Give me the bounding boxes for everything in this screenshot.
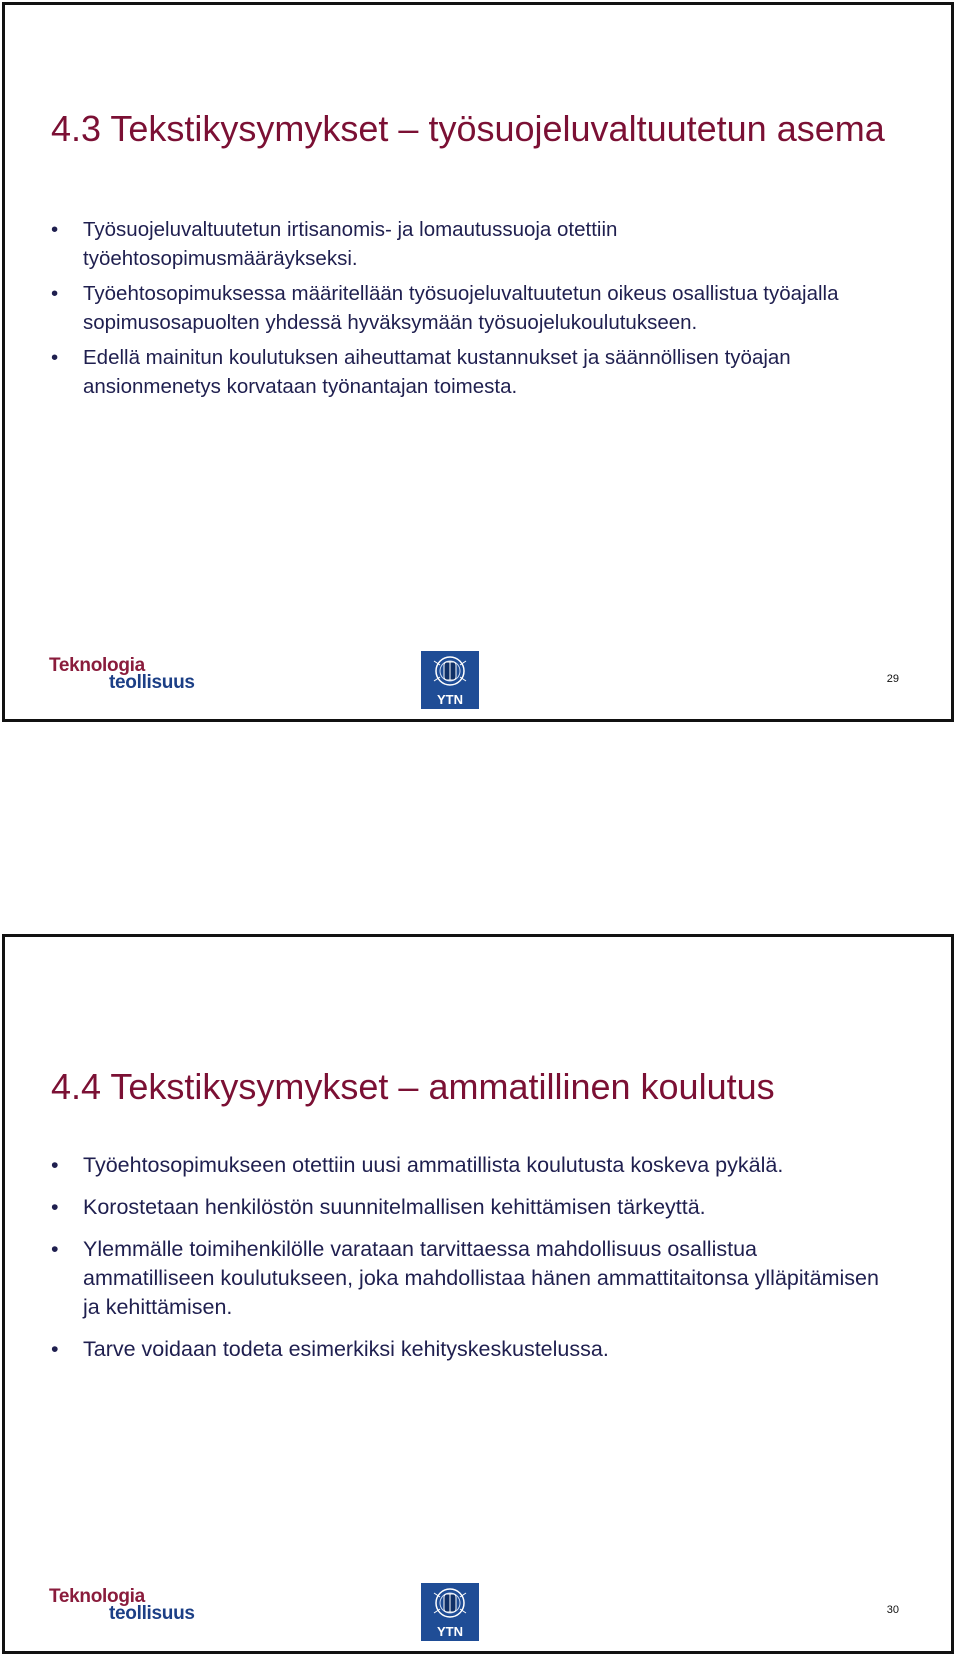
bullet-item: [49, 215, 891, 273]
bullet-item: [49, 1335, 891, 1364]
ytn-logo: [421, 651, 479, 709]
ytn-logo: [421, 1583, 479, 1641]
bullet-text: Edellä mainitun koulutuksen aiheuttamat kustannukset ja säännöllisen työajan ansionmenetys korvataan työnantajan toimesta.: [83, 346, 791, 398]
ytn-emblem-icon: [421, 1583, 479, 1623]
page-number: 30: [886, 1604, 899, 1616]
bullet-mark: •: [51, 1195, 59, 1219]
bullet-mark: •: [51, 1337, 59, 1361]
bullet-mark: •: [51, 218, 59, 241]
slide-29: [2, 2, 954, 722]
bullet-text: Ylemmälle toimihenkilölle varataan tarvittaessa mahdollisuus osallistua ammatilliseen koulutukseen, joka mahdollistaa hänen ammattitaitonsa ylläpitämisen ja kehittämisen.: [83, 1237, 879, 1319]
teknologiateollisuus-logo: [49, 1587, 219, 1627]
bullet-item: [49, 1235, 891, 1322]
slide-title: 4.4 Tekstikysymykset – ammatillinen koulutus: [51, 1066, 775, 1107]
bullet-list: [49, 1151, 891, 1377]
bullet-text: Työsuojeluvaltuutetun irtisanomis- ja lomautussuoja otettiin työehtosopimusmääräykseksi.: [83, 218, 618, 270]
teknologiateollisuus-logo: [49, 656, 219, 696]
slide-30: [2, 934, 954, 1654]
bullet-text: Korostetaan henkilöstön suunnitelmallisen kehittämisen tärkeyttä.: [83, 1195, 706, 1219]
slide-title: 4.3 Tekstikysymykset – työsuojeluvaltuutetun asema: [51, 108, 885, 149]
logo-text-teollisuus: teollisuus: [109, 672, 195, 693]
logo-text-teknologia: Teknologia: [49, 1586, 145, 1607]
bullet-list: [49, 215, 891, 407]
page-number: 29: [886, 673, 899, 685]
ytn-logo-text: YTN: [437, 692, 463, 707]
bullet-item: [49, 279, 891, 337]
bullet-item: [49, 343, 891, 401]
logo-text-teknologia: Teknologia: [49, 655, 145, 676]
ytn-logo-text: YTN: [437, 1624, 463, 1639]
bullet-text: Työehtosopimukseen otettiin uusi ammatillista koulutusta koskeva pykälä.: [83, 1153, 784, 1177]
bullet-mark: •: [51, 346, 59, 369]
logo-text-teollisuus: teollisuus: [109, 1603, 195, 1624]
ytn-emblem-icon: [421, 651, 479, 691]
bullet-text: Työehtosopimuksessa määritellään työsuojeluvaltuutetun oikeus osallistua työajalla sopimusosapuolten yhdessä hyväksymään työsuojelukoulutukseen.: [83, 282, 839, 334]
bullet-text: Tarve voidaan todeta esimerkiksi kehityskeskustelussa.: [83, 1337, 609, 1361]
bullet-mark: •: [51, 1153, 59, 1177]
bullet-item: [49, 1151, 891, 1180]
bullet-mark: •: [51, 1237, 59, 1261]
bullet-mark: •: [51, 282, 59, 305]
bullet-item: [49, 1193, 891, 1222]
